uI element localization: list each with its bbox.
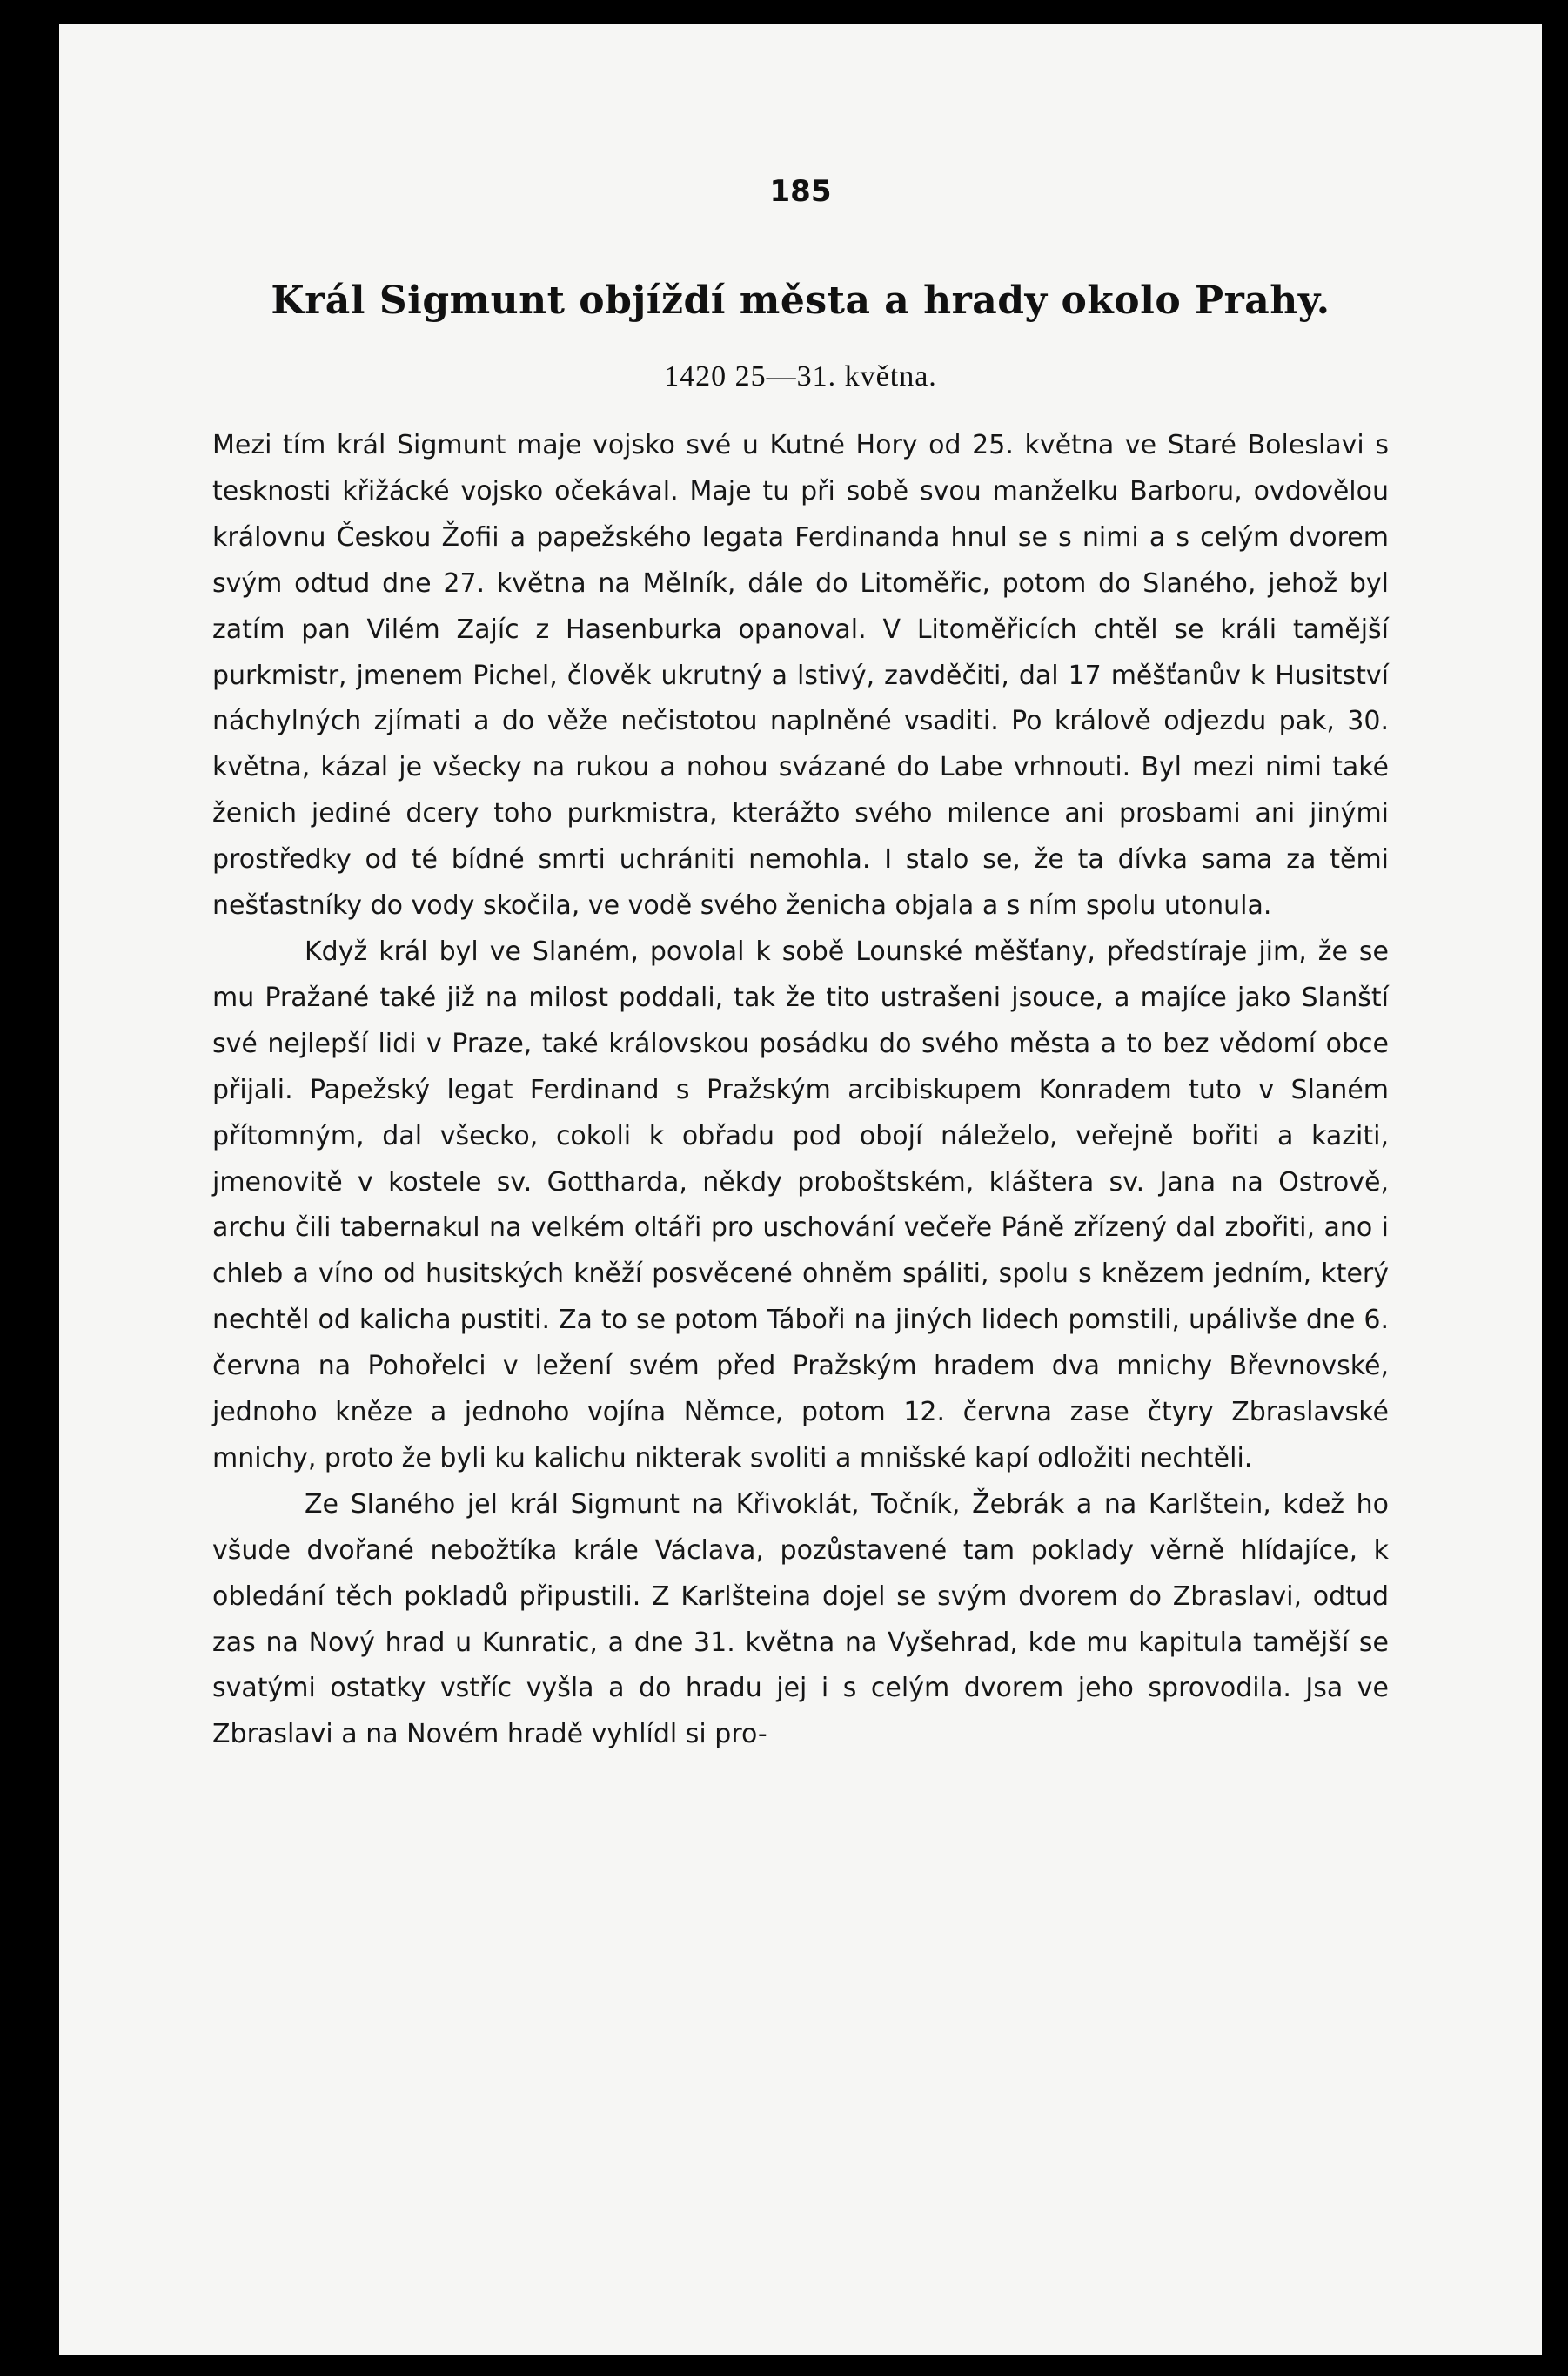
body-text [212, 423, 1389, 1758]
paragraph-1: Mezi tím král Sigmunt maje vojsko své u Kutné Hory od 25. května ve Staré Boleslavi s tesknosti křižácké vojsko očekával. Maje tu při sobě svou manželku Barboru, ovdovělou královnu Českou Žofii a papežského legata Ferdinanda hnul se s nimi a s celým dvorem svým odtud dne 27. května na Mělník, dále do Litoměřic, potom do Slaného, jehož byl zatím pan Vilém Zajíc z Hasenburka opanoval. V Litoměřicích chtěl se králi tamější purkmistr, jmenem Pichel, člověk ukrutný a lstivý, zavděčiti, dal 17 měšťanův k Husitství náchylných zjímati a do věže nečistotou naplněné vsaditi. Po králově odjezdu pak, 30. května, kázal je všecky na rukou a nohou svázané do Labe vrhnouti. Byl mezi nimi také ženich jediné dcery toho purkmistra, kterážto svého milence ani prosbami ani jinými prostředky od té bídné smrti uchrániti nemohla. I stalo se, že ta dívka sama za těmi nešťastníky do vody skočila, ve vodě svého ženicha objala a s ním spolu utonula. [212, 430, 1389, 922]
paragraph-3: Ze Slaného jel král Sigmunt na Křivoklát, Točník, Žebrák a na Karlštein, kdež ho všude dvořané nebožtíka krále Václava, pozůstavené tam poklady věrně hlídajíce, k obledání těch pokladů připustili. Z Karlšteina dojel se svým dvorem do Zbraslavi, odtud zas na Nový hrad u Kunratic, a dne 31. května na Vyšehrad, kde mu kapitula tamější se svatými ostatky vstříc vyšla a do hradu jej i s celým dvorem jeho sprovodila. Jsa ve Zbraslavi a na Novém hradě vyhlídl si pro- [212, 1488, 1389, 1750]
paragraph-2: Když král byl ve Slaném, povolal k sobě Lounské měšťany, předstíraje jim, že se mu Pražané také již na milost poddali, tak že tito ustrašeni jsouce, a majíce jako Slanští své nejlepší lidi v Praze, také královskou posádku do svého města a to bez vědomí obce přijali. Papežský legat Ferdinand s Pražským arcibiskupem Konradem tuto v Slaném přítomným, dal všecko, cokoli k obřadu pod obojí náleželo, veřejně bořiti a kaziti, jmenovitě v kostele sv. Gotthardа, někdy proboštském, kláštera sv. Jana na Ostrově, archu čili tabernakul na velkém oltáři pro uschování večeře Páně zřízený dal zbořiti, ano i chleb a víno od husitských kněží posvěcené ohněm spáliti, spolu s knězem jedním, který nechtěl od kalicha pustiti. Za to se potom Táboři na jiných lidech pomstili, upálivše dne 6. června na Pohořelci v ležení svém před Pražským hradem dva mnichy Břevnovské, jednoho kněze a jednoho vojína Němce, potom 12. června zase čtyry Zbraslavské mnichy, proto že byli ku kalichu nikterak svoliti a mnišské kapí odložiti nechtěli. [212, 936, 1389, 1473]
document-page [59, 24, 1542, 2355]
chapter-title: Král Sigmunt objíždí města a hrady okolo Prahy. [271, 279, 1330, 323]
chapter-date: 1420 25—31. května. [664, 360, 937, 393]
page-number: 185 [769, 174, 832, 209]
